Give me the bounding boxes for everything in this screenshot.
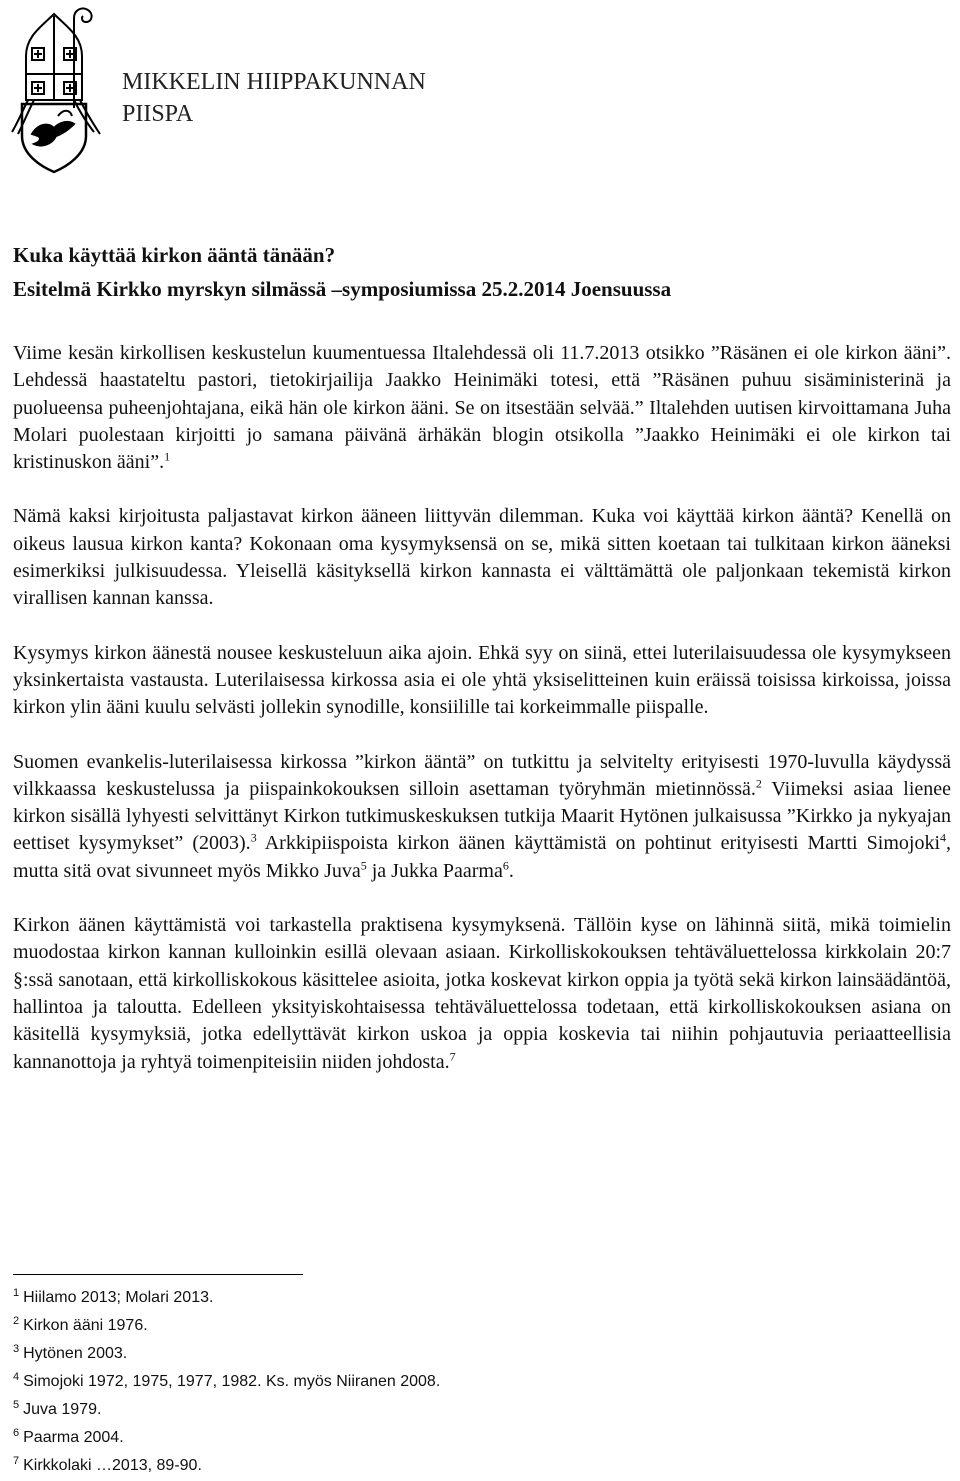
footnote-number: 1 (13, 1286, 20, 1299)
footnote-ref-5: 5 (360, 858, 367, 873)
paragraph-5 (13, 912, 951, 1076)
footnote-text: Juva 1979. (23, 1401, 102, 1418)
document-title (13, 238, 671, 306)
issuer-line-2: PIISPA (122, 101, 194, 127)
footnote-ref-1: 1 (164, 449, 171, 464)
footnote-4 (13, 1368, 440, 1396)
footnote-text: Kirkon ääni 1976. (23, 1317, 148, 1334)
paragraph-4-text-e: ja Jukka Paarma (366, 859, 503, 882)
footnote-text: Kirkkolaki …2013, 89-90. (23, 1457, 202, 1474)
paragraph-4-text-f: . (508, 859, 514, 882)
paragraph-2-text: Nämä kaksi kirjoitusta paljastavat kirkon ääneen liittyvän dilemman. Kuka voi käyttää kirkon ääntä? Kenellä on oikeus lausua kirkon kanta? Kokonaan oma kysymyksensä on se, mikä sitten koetaan tai tulkitaan kirkon ääneksi esimerkiksi julkisuudessa. Yleisellä käsityksellä kirkon kannasta ei välttämättä ole paljonkaan tekemistä kirkon virallisen kannan kanssa. (13, 505, 951, 610)
paragraph-1-text: Viime kesän kirkollisen keskustelun kuumentuessa Iltalehdessä oli 11.7.2013 otsikko ”Räsänen ei ole kirkon ääni”. Lehdessä haastateltu pastori, tietokirjailija Jaakko Heinimäki totesi, että ”Räsänen puhuu sisäministerinä ja puolueensa puheenjohtajana, eikä hän ole kirkon ääni. Se on itsestään selvää.” Iltalehden uutisen kirvoittamana Juha Molari puolestaan kirjoitti jo samana päivänä ärhäkän blogin otsikolla ”Jaakko Heinimäki ei ole kirkon tai kristinuskon ääni”. (13, 342, 951, 474)
footnote-number: 7 (13, 1454, 20, 1467)
footnote-ref-6: 6 (502, 858, 509, 873)
footnote-number: 3 (13, 1342, 20, 1355)
footnote-text: Hiilamo 2013; Molari 2013. (23, 1289, 214, 1306)
footnote-separator (13, 1274, 303, 1275)
diocese-coat-of-arms-logo (8, 4, 108, 174)
paragraph-5-text: Kirkon äänen käyttämistä voi tarkastella praktisena kysymyksenä. Tällöin kyse on lähinnä siitä, mikä toimielin muodostaa kirkon kannan kulloinkin esillä olevaan asiaan. Kirkolliskokouksen tehtäväluettelossa kirkkolain 20:7 §:ssä sanotaan, että kirkolliskokous käsittelee asioita, jotka koskevat kirkon oppia ja työtä sekä kirkon lainsäädäntöä, hallintoa ja taloutta. Edelleen yksityiskohtaisessa tehtäväluettelossa todetaan, että kirkolliskokouksen asiana on käsitellä kysymyksiä, jotka edellyttävät kirkon uskoa ja oppia koskevia tai niihin pohjautuvia periaatteellisia kannanottoja ja ryhtyä toimenpiteisiin niiden johdosta. (13, 914, 951, 1073)
paragraph-3 (13, 640, 951, 722)
paragraph-4-text-a: Suomen evankelis-luterilaisessa kirkossa ”kirkon ääntä” on tutkittu ja selvitelty erityisesti 1970-luvulla käydyssä vilkkaassa keskustelussa ja piispainkokouksen silloin asettaman työryhmän mietinnössä. (13, 750, 951, 800)
footnote-number: 5 (13, 1398, 20, 1411)
footnote-6 (13, 1424, 440, 1452)
footnote-text: Simojoki 1972, 1975, 1977, 1982. Ks. myös Niiranen 2008. (23, 1373, 441, 1390)
title-line-1: Kuka käyttää kirkon ääntä tänään? (13, 243, 336, 267)
footnote-ref-3: 3 (250, 830, 257, 845)
footnote-text: Hytönen 2003. (23, 1345, 128, 1362)
footnote-5 (13, 1396, 440, 1424)
footnote-7 (13, 1452, 440, 1480)
footnote-number: 6 (13, 1426, 20, 1439)
footnote-text: Paarma 2004. (23, 1429, 124, 1446)
paragraph-1 (13, 340, 951, 476)
paragraph-2 (13, 503, 951, 612)
title-line-2: Esitelmä Kirkko myrskyn silmässä –symposiumissa 25.2.2014 Joensuussa (13, 277, 672, 301)
footnote-ref-2: 2 (755, 776, 762, 791)
footnote-number: 2 (13, 1314, 20, 1327)
paragraph-4-text-d: , mutta sitä ovat sivunneet myös Mikko Juva (13, 832, 951, 882)
footnote-ref-7: 7 (449, 1048, 456, 1063)
paragraph-3-text: Kysymys kirkon äänestä nousee keskusteluun aika ajoin. Ehkä syy on siinä, ettei luterilaisuudessa ole kysymykseen yksinkertaista vastausta. Luterilaisessa kirkossa asia ei ole yhtä yksiselitteinen kuin eräissä toisissa kirkoissa, joissa kirkon ylin ääni kuulu selvästi jollekin synodille, konsiilille tai korkeimmalle piispalle. (13, 641, 951, 719)
document-body (13, 340, 951, 1103)
paragraph-4-text-b: Viimeksi asiaa lienee kirkon sisällä lyhyesti selvittänyt Kirkon tutkimuskeskuksen tutkija Maarit Hytönen julkaisussa ”Kirkko ja nykyajan eettiset kysymykset” (2003). (13, 777, 952, 855)
footnote-1 (13, 1284, 440, 1312)
footnote-3 (13, 1340, 440, 1368)
footnote-number: 4 (13, 1370, 20, 1383)
footnote-2 (13, 1312, 440, 1340)
paragraph-4 (13, 749, 951, 885)
issuer-heading (122, 66, 426, 130)
footnote-ref-4: 4 (940, 830, 946, 845)
issuer-line-1: MIKKELIN HIIPPAKUNNAN (122, 69, 426, 95)
footnotes (13, 1284, 440, 1480)
paragraph-4-text-c: Arkkipiispoista kirkon äänen käyttämistä on pohtinut erityisesti Martti Simojoki (256, 832, 940, 855)
